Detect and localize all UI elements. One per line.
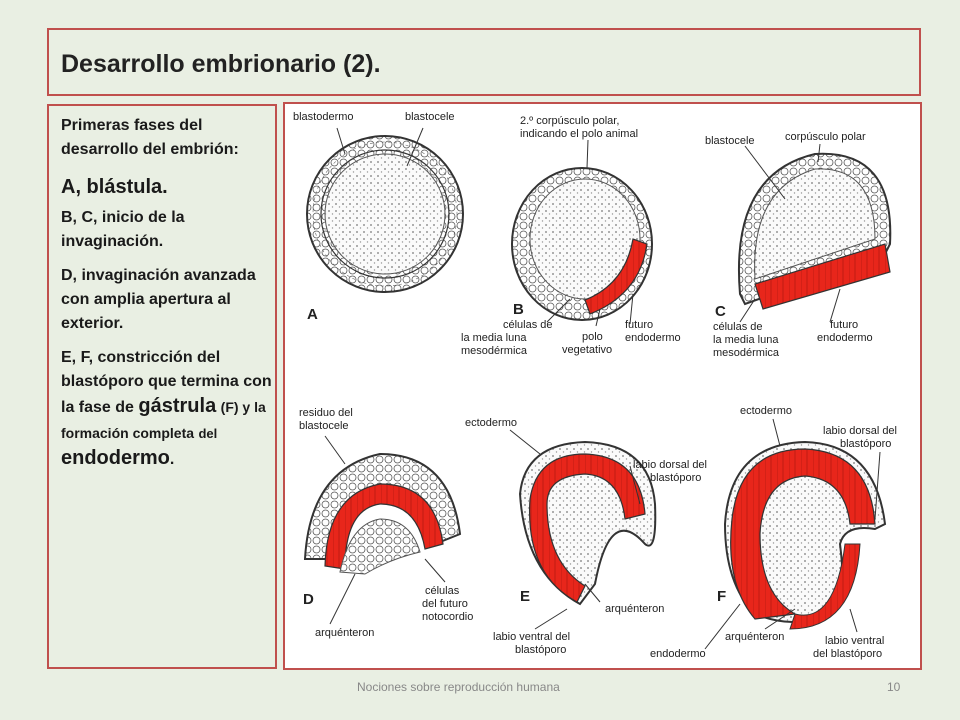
label-d-celulas-3: notocordio — [422, 611, 474, 623]
stage-f-gastrula — [650, 405, 897, 660]
constriction-text — [61, 346, 273, 472]
label-e-ectodermo: ectodermo — [465, 417, 517, 429]
label-b-futuro-2: endodermo — [625, 332, 681, 344]
label-e-labio-dorsal-2: blastóporo — [650, 472, 702, 484]
label-c-celulas-3: mesodérmica — [713, 347, 780, 359]
letter-d: D — [303, 591, 314, 608]
label-d-residuo-1: residuo del — [299, 407, 353, 419]
constriction-text-part1: E, F, constricción del blastóporo que termina con la fase de — [61, 349, 272, 416]
embryo-diagram — [285, 104, 920, 668]
label-b-celulas-2: la media luna — [461, 332, 527, 344]
label-c-corpusculo: corpúsculo polar — [785, 131, 866, 143]
label-f-labio-dorsal-1: labio dorsal del — [823, 425, 897, 437]
label-f-labio-ventral-2: del blastóporo — [813, 648, 883, 660]
slide-title: Desarrollo embrionario (2). — [61, 50, 381, 78]
intro-text: Primeras fases del desarrollo del embrión: — [61, 117, 239, 158]
label-e-labio-ventral-2: blastóporo — [515, 644, 567, 656]
label-f-labio-ventral-1: labio ventral — [825, 635, 885, 647]
label-c-celulas-1: células de — [713, 321, 763, 333]
letter-b: B — [513, 301, 524, 318]
label-f-endodermo: endodermo — [650, 648, 706, 660]
label-b-corpusculo-2: indicando el polo animal — [520, 128, 639, 140]
label-b-polo-2: vegetativo — [562, 344, 613, 356]
constriction-text-end: . — [169, 451, 175, 468]
constriction-text-del: del — [198, 426, 218, 441]
stage-c-invagination — [705, 131, 890, 359]
label-b-celulas-1: células de — [503, 319, 553, 331]
text-panel — [47, 104, 277, 669]
title-box — [47, 28, 921, 96]
label-c-futuro-1: futuro — [830, 319, 859, 331]
label-e-labio-dorsal-1: labio dorsal del — [633, 459, 707, 471]
stage-a-blastula — [293, 111, 463, 323]
label-c-futuro-2: endodermo — [817, 332, 873, 344]
label-d-celulas-1: células — [425, 585, 460, 597]
blastula-text: A, blástula. — [61, 176, 168, 198]
stage-b-early-invagination — [461, 115, 681, 357]
invagination-start-text: B, C, inicio de la invaginación. — [61, 209, 185, 250]
embryo-figure — [283, 102, 922, 670]
label-f-ectodermo: ectodermo — [740, 405, 792, 417]
stage-d-advanced-invagination — [299, 407, 473, 639]
gastrula-word: gástrula — [138, 395, 217, 417]
letter-f: F — [717, 588, 727, 605]
label-b-corpusculo-1: 2.º corpúsculo polar, — [520, 115, 620, 127]
label-c-blastocele: blastocele — [705, 135, 755, 147]
label-e-labio-ventral-1: labio ventral del — [493, 631, 571, 643]
constriction-text-part2: (F) y la formación completa — [61, 399, 266, 441]
invagination-advanced-text: D, invaginación avanzada con amplia apertura al exterior. — [61, 267, 256, 332]
letter-a: A — [307, 306, 318, 323]
label-b-polo-1: polo — [582, 331, 603, 343]
label-b-futuro-1: futuro — [625, 319, 654, 331]
letter-e: E — [520, 588, 531, 605]
page-number: 10 — [887, 680, 901, 694]
label-b-celulas-3: mesodérmica — [461, 345, 528, 357]
stage-e-blastopore-constriction — [465, 417, 707, 656]
label-e-arquenteron: arquénteron — [605, 603, 665, 615]
label-a-blastocele: blastocele — [405, 111, 455, 123]
footer-text: Nociones sobre reproducción humana — [357, 680, 560, 694]
letter-c: C — [715, 303, 726, 320]
endodermo-word: endodermo — [61, 447, 170, 469]
label-d-arquenteron: arquénteron — [315, 627, 375, 639]
label-f-labio-dorsal-2: blastóporo — [840, 438, 892, 450]
label-c-celulas-2: la media luna — [713, 334, 779, 346]
label-f-arquenteron: arquénteron — [725, 631, 785, 643]
label-a-blastodermo: blastodermo — [293, 111, 354, 123]
label-d-residuo-2: blastocele — [299, 420, 349, 432]
label-d-celulas-2: del futuro — [422, 598, 468, 610]
